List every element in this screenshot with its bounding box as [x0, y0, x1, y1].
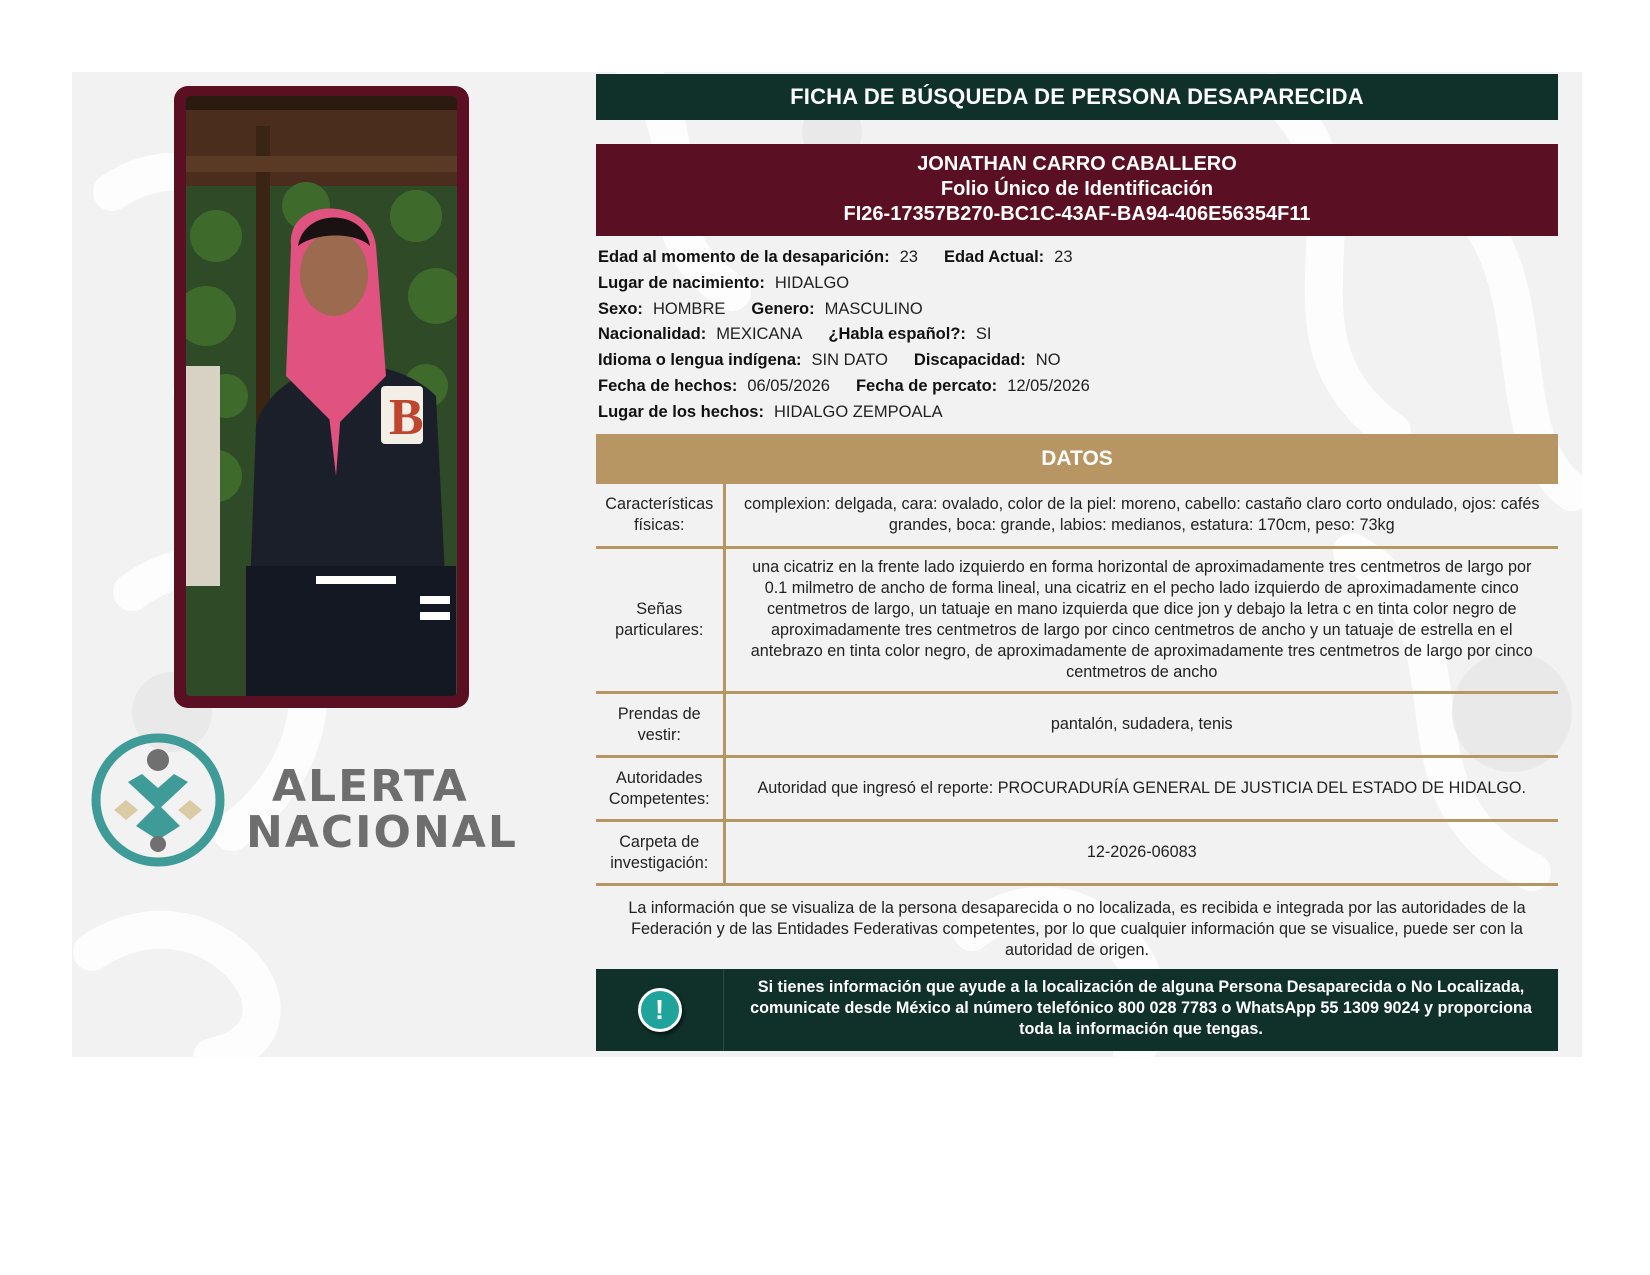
sexo-label: Sexo:	[598, 299, 643, 318]
person-details	[596, 245, 1558, 426]
table-row	[596, 548, 1558, 693]
table-value: complexion: delgada, cara: ovalado, color de la piel: moreno, cabello: castaño claro corto ondulado, ojos: cafés grandes, boca: grande, labios: medianos, estatura: 170cm, peso: 73kg	[724, 484, 1558, 548]
table-row	[596, 757, 1558, 821]
table-key: Señas particulares:	[596, 548, 724, 693]
genero-label: Genero:	[751, 299, 815, 318]
alerta-nacional-wordmark	[246, 761, 518, 858]
edad-actual-value: 23	[1054, 248, 1073, 266]
exclamation-icon: !	[638, 988, 682, 1032]
table-row	[596, 693, 1558, 757]
table-key: Autoridades Competentes:	[596, 757, 724, 821]
table-value: una cicatriz en la frente lado izquierdo en forma horizontal de aproximadamente tres centmetros de largo por 0.1 milmetro de ancho de forma lineal, una cicatriz en el pecho lado izquierdo de aproximadamente cinco centmetros de largo, un tatuaje en mano izquierda que dice jon y debajo la letra c en tinta color negro de aproximadamente tres centmetros de largo por cinco centmetros de ancho y un tatuaje de estrella en el antebrazo en tinta color negro, de aproximadamente de aproximadamente tres centmetros de largo por cinco centmetros de ancho	[724, 548, 1558, 693]
discapacidad-label: Discapacidad:	[913, 351, 1026, 370]
logo-line-2: NACIONAL	[246, 807, 518, 858]
page-title: FICHA DE BÚSQUEDA DE PERSONA DESAPARECIDA	[596, 74, 1558, 120]
edad-desaparicion-value: 23	[899, 248, 918, 266]
contact-alert-text: Si tienes información que ayude a la localización de alguna Persona Desaparecida o No Localizada, comunicate desde México al número telefónico 800 028 7783 o WhatsApp 55 1309 9024 y proporciona toda la información que tengas.	[750, 978, 1532, 1039]
logo-line-1: ALERTA	[272, 761, 469, 812]
edad-actual-label: Edad Actual:	[943, 248, 1045, 266]
identity-box	[596, 144, 1558, 236]
detail-row-sexo	[598, 297, 1558, 323]
record-panel	[596, 74, 1558, 1051]
genero-value: MASCULINO	[824, 299, 923, 318]
fecha-percato-value: 12/05/2026	[1007, 376, 1090, 395]
detail-row-fechas	[598, 374, 1558, 400]
nacionalidad-label: Nacionalidad:	[598, 325, 707, 344]
table-value: Autoridad que ingresó el reporte: PROCURADURÍA GENERAL DE JUSTICIA DEL ESTADO DE HIDALGO.	[724, 757, 1558, 821]
lugar-nacimiento-label: Lugar de nacimiento:	[598, 273, 765, 292]
lugar-hechos-value: HIDALGO ZEMPOALA	[773, 402, 943, 421]
fecha-percato-label: Fecha de percato:	[855, 376, 998, 395]
habla-espanol-value: SI	[975, 325, 992, 344]
nacionalidad-value: MEXICANA	[716, 325, 803, 344]
idioma-label: Idioma o lengua indígena:	[598, 351, 802, 370]
alerta-nacional-logo	[88, 730, 518, 870]
missing-person-photo-frame	[174, 86, 469, 708]
alerta-nacional-emblem-icon	[88, 730, 228, 870]
table-row	[596, 484, 1558, 548]
contact-alert-bar	[596, 969, 1558, 1051]
folio-label: Folio Único de Identificación	[940, 178, 1214, 200]
discapacidad-value: NO	[1035, 351, 1061, 370]
sexo-value: HOMBRE	[652, 299, 726, 318]
detail-row-idioma	[598, 348, 1558, 374]
edad-desaparicion-label: Edad al momento de la desaparición:	[598, 248, 890, 266]
datos-heading: DATOS	[596, 434, 1558, 484]
disclaimer-text: La información que se visualiza de la persona desaparecida o no localizada, es recibida e integrada por las autoridades de la Federación y de las Entidades Federativas competentes, por lo que cualquier información que se visualice, puede ser con la autoridad de origen.	[628, 899, 1526, 960]
detail-row-lugar-hechos	[598, 400, 1558, 426]
svg-text:B: B	[389, 389, 424, 446]
table-value: 12-2026-06083	[724, 821, 1558, 885]
detail-row-nacimiento	[598, 271, 1558, 297]
idioma-value: SIN DATO	[811, 351, 888, 370]
folio-number: FI26-17357B270-BC1C-43AF-BA94-406E56354F11	[843, 203, 1311, 225]
table-value: pantalón, sudadera, tenis	[724, 693, 1558, 757]
habla-espanol-label: ¿Habla español?:	[828, 325, 966, 344]
datos-table	[596, 484, 1558, 887]
fecha-hechos-label: Fecha de hechos:	[598, 376, 738, 395]
lugar-nacimiento-value: HIDALGO	[774, 273, 850, 292]
person-name: JONATHAN CARRO CABALLERO	[917, 153, 1237, 175]
table-key: Carpeta de investigación:	[596, 821, 724, 885]
table-key: Características físicas:	[596, 484, 724, 548]
detail-row-nacionalidad	[598, 322, 1558, 348]
fecha-hechos-value: 06/05/2026	[747, 376, 830, 395]
missing-person-photo	[186, 96, 457, 696]
table-row	[596, 821, 1558, 885]
alert-icon-cell	[596, 969, 724, 1051]
detail-row-edad	[598, 245, 1558, 271]
lugar-hechos-label: Lugar de los hechos:	[598, 402, 764, 421]
table-key: Prendas de vestir:	[596, 693, 724, 757]
